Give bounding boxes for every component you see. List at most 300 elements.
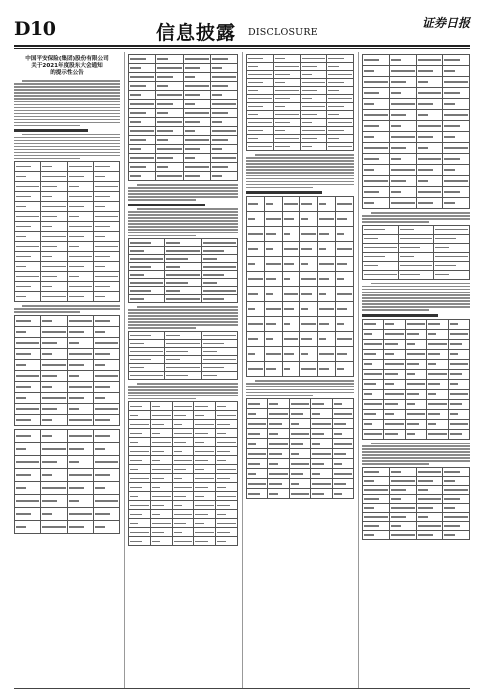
cell-text <box>217 532 229 533</box>
cell-text <box>217 514 225 515</box>
cell-text <box>16 246 39 247</box>
table-row <box>15 429 120 442</box>
table-cell <box>247 241 265 256</box>
table-row <box>247 331 354 346</box>
cell-text <box>157 103 173 104</box>
cell-text <box>42 526 65 527</box>
table-cell <box>129 339 165 347</box>
table-row <box>363 339 470 349</box>
table-cell <box>41 272 67 282</box>
text-paragraph <box>246 154 354 188</box>
table-cell <box>129 118 156 127</box>
table-cell <box>289 399 310 409</box>
cell-text <box>166 343 199 344</box>
cell-text <box>319 323 329 324</box>
text-line <box>128 187 238 189</box>
cell-text <box>16 487 26 488</box>
table-cell <box>165 371 201 379</box>
text-line <box>246 184 354 186</box>
cell-text <box>291 493 309 494</box>
table-cell <box>129 91 156 100</box>
cell-text <box>185 58 209 59</box>
table-row <box>129 339 238 347</box>
cell-text <box>400 247 421 248</box>
table-cell <box>15 315 41 326</box>
data-table <box>14 315 120 426</box>
cell-text <box>418 81 428 82</box>
cell-text <box>328 114 338 115</box>
table-cell <box>156 109 183 118</box>
table-cell <box>247 271 265 286</box>
table-row <box>247 256 354 271</box>
cell-text <box>301 203 311 204</box>
table-cell <box>194 537 216 546</box>
cell-text <box>157 166 168 167</box>
table-row <box>247 241 354 256</box>
cell-text <box>130 76 154 77</box>
cell-text <box>69 236 84 237</box>
masthead-rule <box>14 45 470 47</box>
cell-text <box>203 266 236 267</box>
text-line <box>128 199 196 201</box>
cell-text <box>364 59 379 60</box>
table-cell <box>93 392 119 403</box>
table-row <box>363 143 470 154</box>
table-cell <box>268 429 289 439</box>
cell-text <box>328 58 343 59</box>
cell-text <box>130 451 149 452</box>
text-line <box>128 196 238 198</box>
table-row <box>129 528 238 537</box>
table-cell <box>363 379 384 389</box>
text-line <box>128 220 238 222</box>
cell-text <box>364 393 372 394</box>
table-cell <box>210 145 237 154</box>
table-cell <box>41 359 67 370</box>
cell-text <box>400 238 433 239</box>
data-table <box>246 54 354 151</box>
cell-text <box>444 180 468 181</box>
cell-text <box>69 226 92 227</box>
table-cell <box>416 521 443 530</box>
cell-text <box>16 342 39 343</box>
cell-text <box>391 158 401 159</box>
cell-text <box>385 423 403 424</box>
text-line <box>14 149 120 151</box>
table-cell <box>15 202 41 212</box>
table-cell <box>300 226 318 241</box>
cell-text <box>212 166 228 167</box>
cell-text <box>428 363 436 364</box>
cell-text <box>364 81 388 82</box>
cell-text <box>364 373 382 374</box>
table-cell <box>273 135 300 143</box>
cell-text <box>364 343 382 344</box>
cell-text <box>248 423 266 424</box>
cell-text <box>391 92 401 93</box>
cell-text <box>185 130 196 131</box>
table-row <box>15 242 120 252</box>
text-line <box>128 229 238 231</box>
table-cell <box>201 331 237 339</box>
table-cell <box>183 118 210 127</box>
cell-text <box>95 408 118 409</box>
table-cell <box>247 449 268 459</box>
table-row <box>247 286 354 301</box>
table-cell <box>129 483 151 492</box>
cell-text <box>248 473 256 474</box>
cell-text <box>166 335 180 336</box>
cell-text <box>444 136 454 137</box>
table-row <box>247 429 354 439</box>
table-row <box>15 455 120 468</box>
table-cell <box>273 143 300 151</box>
cell-text <box>266 218 281 219</box>
cell-text <box>385 363 403 364</box>
cell-text <box>418 471 442 472</box>
cell-text <box>407 383 425 384</box>
table-cell <box>443 503 470 512</box>
table-row <box>247 449 354 459</box>
table-cell <box>300 331 318 346</box>
table-cell <box>129 136 156 145</box>
cell-text <box>42 487 65 488</box>
cell-text <box>418 498 442 499</box>
cell-text <box>428 423 436 424</box>
cell-text <box>42 500 57 501</box>
data-table <box>14 161 120 302</box>
table-cell <box>363 349 384 359</box>
table-cell <box>416 55 443 66</box>
page-number: D10 <box>14 18 56 40</box>
table-cell <box>129 295 165 303</box>
table-cell <box>363 359 384 369</box>
table-cell <box>67 315 93 326</box>
cell-text <box>16 176 26 177</box>
cell-text <box>301 293 311 294</box>
cell-text <box>130 487 142 488</box>
cell-text <box>391 125 401 126</box>
cell-text <box>407 353 425 354</box>
table-row <box>129 438 238 447</box>
table-cell <box>150 411 172 420</box>
cell-text <box>291 473 303 474</box>
cell-text <box>275 122 290 123</box>
cell-text <box>166 274 199 275</box>
table-cell <box>289 419 310 429</box>
cell-text <box>269 413 287 414</box>
table-row <box>363 252 470 261</box>
cell-text <box>444 81 468 82</box>
cell-text <box>157 58 168 59</box>
cell-text <box>284 263 294 264</box>
table-row <box>15 337 120 348</box>
cell-text <box>69 375 79 376</box>
cell-text <box>95 526 105 527</box>
table-cell <box>172 465 194 474</box>
cell-text <box>69 176 84 177</box>
text-line <box>246 172 354 174</box>
table-cell <box>389 187 416 198</box>
table-cell <box>201 287 237 295</box>
table-cell <box>389 165 416 176</box>
cell-text <box>212 130 236 131</box>
table-cell <box>268 399 289 409</box>
text-line <box>362 303 470 305</box>
table-cell <box>282 301 300 316</box>
table-cell <box>67 442 93 455</box>
table-row <box>15 481 120 494</box>
cell-text <box>418 59 442 60</box>
table-cell <box>216 438 238 447</box>
cell-text <box>42 364 65 365</box>
table-cell <box>15 262 41 272</box>
cell-text <box>319 248 326 249</box>
table-cell <box>300 103 327 111</box>
table-cell <box>150 537 172 546</box>
table-cell <box>389 503 416 512</box>
cell-text <box>217 424 229 425</box>
table-cell <box>129 239 165 247</box>
cell-text <box>248 82 263 83</box>
table-row <box>363 349 470 359</box>
cell-text <box>16 461 39 462</box>
table-cell <box>194 420 216 429</box>
text-line <box>137 383 238 385</box>
table-cell <box>67 455 93 468</box>
cell-text <box>95 196 110 197</box>
cell-text <box>450 363 468 364</box>
table-cell <box>194 483 216 492</box>
cell-text <box>185 157 196 158</box>
text-line <box>362 215 470 217</box>
text-line <box>137 306 238 308</box>
text-paragraph <box>14 305 120 313</box>
cell-text <box>69 206 84 207</box>
table-cell <box>336 271 354 286</box>
table-cell <box>289 459 310 469</box>
text-line <box>255 380 354 382</box>
text-paragraph <box>128 208 238 236</box>
table-cell <box>247 286 265 301</box>
table-row <box>15 202 120 212</box>
text-line <box>128 211 238 213</box>
cell-text <box>42 419 52 420</box>
cell-text <box>95 266 105 267</box>
table-cell <box>384 399 405 409</box>
cell-text <box>69 286 92 287</box>
cell-text <box>157 175 181 176</box>
table-cell <box>405 399 426 409</box>
table-cell <box>93 282 119 292</box>
table-cell <box>311 399 332 409</box>
cell-text <box>248 453 266 454</box>
cell-text <box>217 496 236 497</box>
table-row <box>15 272 120 282</box>
cell-text <box>95 216 118 217</box>
cell-text <box>42 331 65 332</box>
cell-text <box>212 157 236 158</box>
cell-text <box>407 373 415 374</box>
cell-text <box>334 473 352 474</box>
text-line <box>14 155 120 157</box>
table-cell <box>273 55 300 63</box>
table-cell <box>327 79 354 87</box>
table-cell <box>129 501 151 510</box>
cell-text <box>16 320 31 321</box>
text-line <box>14 104 120 106</box>
table-cell <box>336 331 354 346</box>
text-line <box>128 214 238 216</box>
cell-text <box>444 489 468 490</box>
table-cell <box>15 232 41 242</box>
cell-text <box>364 202 374 203</box>
cell-text <box>212 175 223 176</box>
text-line <box>14 110 120 112</box>
table-row <box>247 409 354 419</box>
cell-text <box>248 403 260 404</box>
table-row <box>363 176 470 187</box>
cell-text <box>275 82 285 83</box>
table-cell <box>448 419 469 429</box>
cell-text <box>16 296 26 297</box>
table-cell <box>273 103 300 111</box>
cell-text <box>152 451 164 452</box>
cell-text <box>385 413 393 414</box>
cell-text <box>450 373 462 374</box>
cell-text <box>212 76 236 77</box>
cell-text <box>203 343 224 344</box>
table-row <box>129 91 238 100</box>
table-cell <box>210 172 237 181</box>
text-line <box>362 457 470 459</box>
table-cell <box>363 88 390 99</box>
table-cell <box>194 474 216 483</box>
cell-text <box>174 496 186 497</box>
table-row <box>247 469 354 479</box>
table-cell <box>41 212 67 222</box>
table-cell <box>15 252 41 262</box>
table-cell <box>300 127 327 135</box>
cell-text <box>328 106 343 107</box>
table-cell <box>129 172 156 181</box>
cell-text <box>195 541 207 542</box>
table-cell <box>427 349 448 359</box>
cell-text <box>444 158 459 159</box>
cell-text <box>337 263 347 264</box>
cell-text <box>174 460 193 461</box>
table-cell <box>183 163 210 172</box>
cell-text <box>444 498 459 499</box>
table-cell <box>156 172 183 181</box>
cell-text <box>391 534 415 535</box>
table-row <box>129 363 238 371</box>
cell-text <box>16 419 31 420</box>
table-cell <box>41 403 67 414</box>
cell-text <box>130 424 149 425</box>
table-cell <box>318 346 336 361</box>
cell-text <box>391 498 401 499</box>
cell-text <box>435 229 468 230</box>
cell-text <box>95 342 118 343</box>
cell-text <box>69 320 92 321</box>
cell-text <box>42 246 57 247</box>
cell-text <box>284 218 294 219</box>
cell-text <box>166 258 187 259</box>
cell-text <box>337 323 344 324</box>
cell-text <box>69 461 79 462</box>
cell-text <box>42 176 65 177</box>
table-row <box>15 392 120 403</box>
table-cell <box>247 71 274 79</box>
cell-text <box>334 453 346 454</box>
cell-text <box>217 442 236 443</box>
table-cell <box>268 449 289 459</box>
table-cell <box>416 512 443 521</box>
cell-text <box>319 278 329 279</box>
table-cell <box>41 262 67 272</box>
table-cell <box>405 349 426 359</box>
cell-text <box>291 483 299 484</box>
cell-text <box>266 278 276 279</box>
cell-text <box>16 513 31 514</box>
table-row <box>247 127 354 135</box>
cell-text <box>95 487 105 488</box>
cell-text <box>444 191 459 192</box>
cell-text <box>217 433 225 434</box>
table-cell <box>194 411 216 420</box>
table-cell <box>443 198 470 209</box>
table-cell <box>172 501 194 510</box>
table-cell <box>384 379 405 389</box>
table-cell <box>282 346 300 361</box>
table-cell <box>273 87 300 95</box>
text-line <box>14 143 120 145</box>
table-cell <box>129 347 165 355</box>
text-line <box>246 160 354 162</box>
cell-text <box>42 320 52 321</box>
cell-text <box>391 136 415 137</box>
table-cell <box>389 154 416 165</box>
cell-text <box>195 415 203 416</box>
table-cell <box>15 507 41 520</box>
table-row <box>247 489 354 499</box>
table-cell <box>398 234 434 243</box>
table-cell <box>443 143 470 154</box>
cell-text <box>248 433 260 434</box>
table-cell <box>41 222 67 232</box>
table-cell <box>247 316 265 331</box>
table-cell <box>165 339 201 347</box>
table-row <box>15 222 120 232</box>
table-cell <box>172 528 194 537</box>
cell-text <box>385 403 397 404</box>
table-cell <box>336 226 354 241</box>
table-cell <box>172 537 194 546</box>
cell-text <box>95 397 105 398</box>
cell-text <box>407 323 425 324</box>
table-cell <box>289 479 310 489</box>
table-cell <box>311 459 332 469</box>
table-cell <box>247 63 274 71</box>
table-cell <box>156 136 183 145</box>
table-row <box>247 301 354 316</box>
table-cell <box>201 347 237 355</box>
table-cell <box>282 196 300 211</box>
cell-text <box>166 298 199 299</box>
table-cell <box>210 91 237 100</box>
text-line <box>255 154 354 156</box>
